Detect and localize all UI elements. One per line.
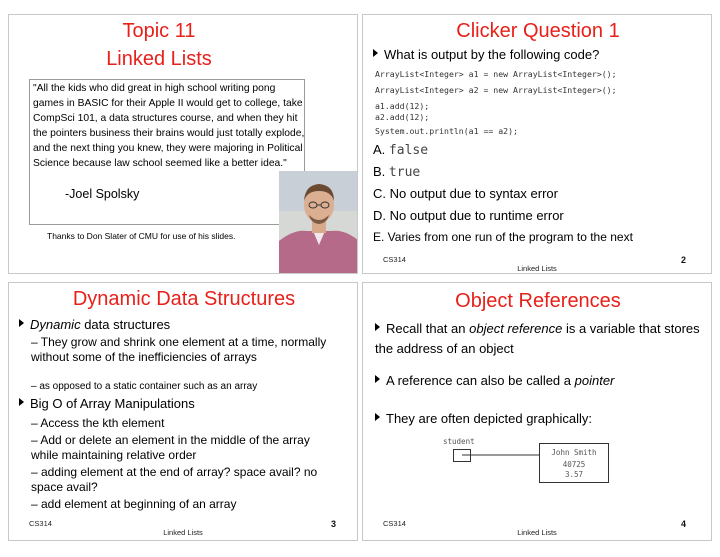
option-letter: B. — [373, 164, 386, 179]
bullet-italic: pointer — [574, 373, 615, 388]
footer-course: CS314 — [383, 255, 406, 264]
quote-text: "All the kids who did great in high school writing pong games in BASIC for their Apple II would get to college, take CompSci 101, a data structures course, and when they hit the pointers business their brains would just totally explode, and the next thing you knew, they were majoring in Political Science because law school seemed like a better idea." — [33, 83, 305, 169]
bullet-text: Big O of Array Manipulations — [30, 396, 195, 411]
code-line: a2.add(12); — [375, 112, 430, 122]
sub-bullet: – Access the kth element — [31, 416, 165, 430]
slide-3-title: Dynamic Data Structures — [72, 288, 296, 310]
sub-bullet: – as opposed to a static container such as an array — [31, 381, 258, 392]
bullet-big-o — [19, 396, 195, 412]
slide-4-title: Object References — [455, 290, 621, 312]
object-field: John Smith — [551, 448, 597, 457]
code-line: ArrayList<Integer> a1 = new ArrayList<Integer>(); — [375, 69, 617, 79]
page-number: 3 — [331, 519, 337, 529]
pointer-arrow — [363, 283, 712, 541]
footer-course: CS314 — [29, 519, 52, 528]
code-line: ArrayList<Integer> a2 = new ArrayList<Integer>(); — [375, 85, 617, 95]
page-number: 2 — [681, 255, 687, 265]
bullet-icon — [373, 49, 378, 57]
bullet-text: Recall that an — [386, 321, 470, 336]
bullet-italic: object reference — [469, 321, 563, 336]
slide-1-title — [9, 19, 309, 72]
slide-2-title: Clicker Question 1 — [456, 20, 620, 42]
option-e[interactable]: E. Varies from one run of the program to the next — [373, 230, 633, 244]
quote-author: -Joel Spolsky — [65, 187, 140, 201]
title-line-1: Topic 11 — [122, 20, 196, 42]
thanks-note: Thanks to Don Slater of CMU for use of his slides. — [47, 231, 236, 241]
author-photo — [279, 171, 358, 274]
option-text: false — [388, 143, 429, 158]
footer-topic: Linked Lists — [517, 264, 557, 273]
code-line: System.out.println(a1 == a2); — [375, 126, 518, 136]
sub-bullet: – add element at beginning of an array — [31, 497, 237, 511]
footer-topic: Linked Lists — [163, 528, 203, 537]
slide-4 — [362, 282, 712, 541]
option-a[interactable] — [373, 142, 428, 158]
bullet-text: is a variable that stores the address of an object — [375, 321, 700, 356]
bullet-icon — [19, 398, 24, 406]
page-number: 4 — [681, 519, 687, 529]
footer-course: CS314 — [383, 519, 406, 528]
option-text: true — [388, 165, 421, 180]
footer-topic: Linked Lists — [517, 528, 557, 537]
object-field: 40725 — [562, 460, 586, 469]
bullet-dynamic — [19, 317, 170, 333]
bullet-text: data structures — [80, 317, 171, 332]
object-field: 3.57 — [564, 470, 584, 479]
option-letter: A. — [373, 142, 386, 157]
option-b[interactable] — [373, 164, 420, 180]
slide-1 — [8, 14, 358, 274]
question-text: What is output by the following code? — [384, 47, 600, 62]
title-line-2: Linked Lists — [106, 48, 212, 70]
sub-bullet: – adding element at the end of array? space avail? no space avail? — [31, 465, 318, 494]
sub-bullet: – They grow and shrink one element at a time, normally without some of the inefficiencies of arrays — [31, 335, 327, 364]
code-line: a1.add(12); — [375, 101, 430, 111]
sub-bullet: – Add or delete an element in the middle of the array while maintaining relative order — [31, 433, 310, 462]
slide-2 — [362, 14, 712, 274]
bullet-text: They are often depicted graphically: — [386, 411, 592, 426]
slide-3 — [8, 282, 358, 541]
bullet-icon — [19, 319, 24, 327]
variable-label: student — [443, 437, 475, 446]
option-c[interactable]: C. No output due to syntax error — [373, 186, 558, 201]
bullet-italic: Dynamic — [30, 317, 81, 332]
question-bullet — [373, 47, 599, 63]
bullet-text: A reference can also be called a — [386, 373, 575, 388]
option-d[interactable]: D. No output due to runtime error — [373, 208, 564, 223]
